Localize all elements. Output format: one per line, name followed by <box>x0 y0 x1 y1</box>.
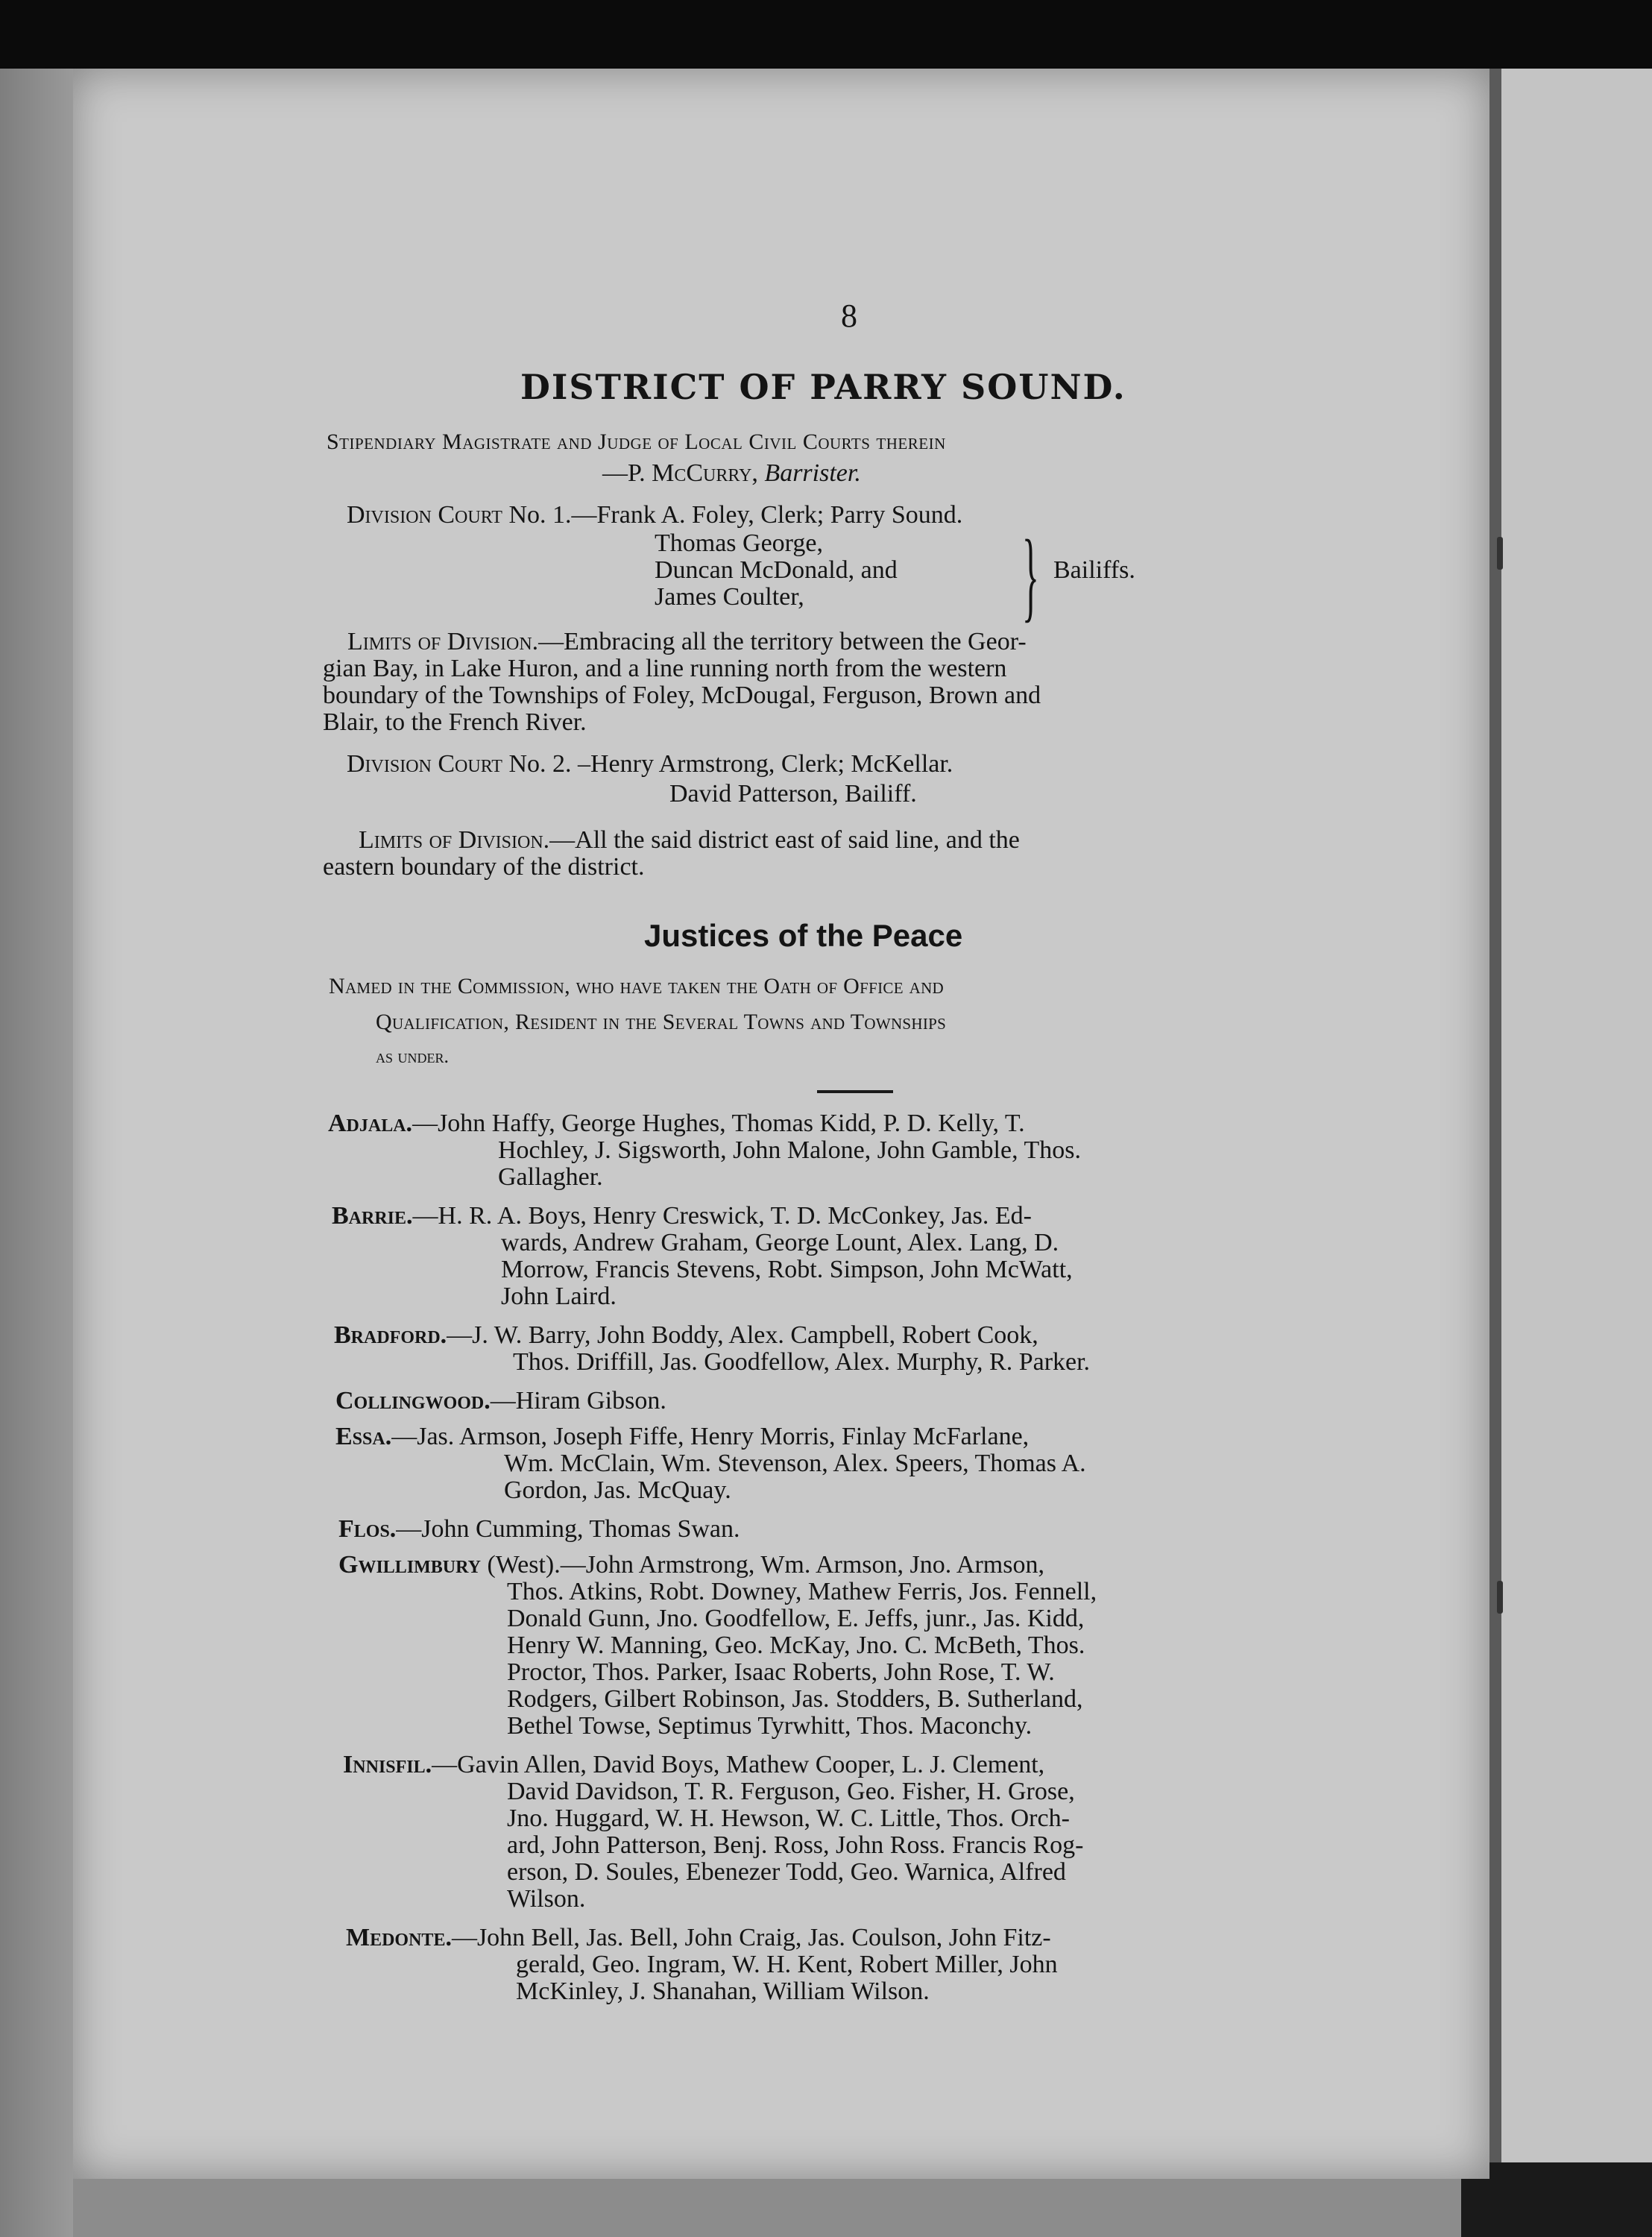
jp-names: —H. R. A. Boys, Henry Creswick, T. D. McConkey, Jas. Ed- <box>412 1202 1032 1230</box>
jp-names: —Hiram Gibson. <box>490 1387 666 1415</box>
limits-2-line: eastern boundary of the district. <box>323 853 645 881</box>
limits-1-first-line <box>347 629 1027 655</box>
scan-left-margin <box>0 69 78 2237</box>
jp-entry-first-line <box>334 1323 1038 1348</box>
jp-entry-first-line <box>338 1517 740 1542</box>
commission-line: Named in the Commission, who have taken the Oath of Office and <box>329 974 945 998</box>
jp-names-line: McKinley, J. Shanahan, William Wilson. <box>516 1978 930 2005</box>
bailiff-name: Duncan McDonald, and <box>655 556 898 584</box>
jp-entry-first-line <box>335 1424 1029 1450</box>
jp-entry-first-line <box>328 1111 1025 1136</box>
jp-names-line: Proctor, Thos. Parker, Isaac Roberts, John Rose, T. W. <box>507 1658 1055 1686</box>
jp-place: Flos. <box>338 1515 397 1543</box>
bailiff-name: Thomas George, <box>655 529 823 557</box>
jp-place: Gwillimbury <box>338 1551 481 1579</box>
jp-names-line: David Davidson, T. R. Ferguson, Geo. Fisher, H. Grose, <box>507 1778 1075 1805</box>
jp-names-line: Gordon, Jas. McQuay. <box>504 1476 731 1504</box>
jp-place: Medonte. <box>346 1924 452 1951</box>
jp-names-line: Bethel Towse, Septimus Tyrwhitt, Thos. Maconchy. <box>507 1712 1032 1740</box>
jp-names: —J. W. Barry, John Boddy, Alex. Campbell, Robert Cook, <box>447 1321 1038 1349</box>
binding-stitch-mark <box>1497 1581 1503 1614</box>
jp-names-line: ard, John Patterson, Benj. Ross, John Ross. Francis Rog- <box>507 1831 1084 1859</box>
division-court-2 <box>347 752 953 777</box>
stipendiary-name: —P. McCurry, <box>602 459 765 487</box>
bailiffs-label: Bailiffs. <box>1053 556 1135 584</box>
jp-names-line: gerald, Geo. Ingram, W. H. Kent, Robert Miller, John <box>516 1951 1058 1978</box>
limits-1-label: Limits of Division. <box>347 628 539 655</box>
jp-entry-first-line <box>346 1925 1051 1951</box>
jp-names: —Jas. Armson, Joseph Fiffe, Henry Morris, Finlay McFarlane, <box>391 1423 1030 1450</box>
jp-place: Bradford. <box>334 1321 447 1349</box>
jp-names-line: Thos. Driffill, Jas. Goodfellow, Alex. Murphy, R. Parker. <box>513 1348 1091 1376</box>
division-court-1 <box>347 503 962 528</box>
binding-stitch-mark <box>1497 537 1503 570</box>
document-page <box>73 69 1489 2179</box>
division-court-2-label: Division Court <box>347 750 502 778</box>
bailiff-name: James Coulter, <box>655 583 804 611</box>
limits-1-line: Blair, to the French River. <box>323 708 587 736</box>
jp-entry-first-line <box>335 1388 666 1414</box>
limits-2-text: —All the said district east of said line, and the <box>549 826 1020 854</box>
jp-names-line: erson, D. Soules, Ebenezer Todd, Geo. Warnica, Alfred <box>507 1858 1066 1886</box>
division-court-2-text: No. 2. –Henry Armstrong, Clerk; McKellar. <box>508 750 953 778</box>
jp-names-line: Hochley, J. Sigsworth, John Malone, John Gamble, Thos. <box>498 1136 1081 1164</box>
jp-names-line: Wilson. <box>507 1885 586 1913</box>
jp-place: Essa. <box>335 1423 392 1450</box>
jp-names-line: Wm. McClain, Wm. Stevenson, Alex. Speers, Thomas A. <box>504 1450 1086 1477</box>
commission-line: as under. <box>376 1045 450 1067</box>
jp-names-line: Donald Gunn, Jno. Goodfellow, E. Jeffs, junr., Jas. Kidd, <box>507 1605 1085 1632</box>
jp-names-line: Thos. Atkins, Robt. Downey, Mathew Ferris, Jos. Fennell, <box>507 1578 1097 1605</box>
limits-2-label: Limits of Division. <box>359 826 550 854</box>
scan-bottom-corner <box>1461 2162 1652 2237</box>
division-court-1-label: Division Court <box>347 501 502 529</box>
scan-top-border <box>0 0 1652 69</box>
jp-names-line: Henry W. Manning, Geo. McKay, Jno. C. McBeth, Thos. <box>507 1632 1085 1659</box>
limits-1-text: —Embracing all the territory between the Geor- <box>538 628 1027 655</box>
jp-place: Barrie. <box>332 1202 413 1230</box>
jp-names-line: wards, Andrew Graham, George Lount, Alex. Lang, D. <box>501 1229 1059 1256</box>
jp-entry-first-line <box>343 1752 1044 1778</box>
justices-heading: Justices of the Peace <box>644 918 963 953</box>
limits-1-line: gian Bay, in Lake Huron, and a line running north from the western <box>323 655 1007 682</box>
jp-names-line: Morrow, Francis Stevens, Robt. Simpson, John McWatt, <box>501 1256 1073 1283</box>
stipendiary-line-1: Stipendiary Magistrate and Judge of Local Civil Courts therein <box>327 430 946 454</box>
jp-names-line: Jno. Huggard, W. H. Hewson, W. C. Little, Thos. Orch- <box>507 1805 1070 1832</box>
jp-names: —John Haffy, George Hughes, Thomas Kidd, P. D. Kelly, T. <box>412 1110 1025 1137</box>
division-court-2-bailiff: David Patterson, Bailiff. <box>669 780 917 808</box>
jp-names-line: Gallagher. <box>498 1163 603 1191</box>
stipendiary-title: Barrister. <box>764 459 861 487</box>
jp-names: —John Cumming, Thomas Swan. <box>396 1515 740 1543</box>
limits-1-line: boundary of the Townships of Foley, McDougal, Ferguson, Brown and <box>323 682 1041 709</box>
district-title: DISTRICT OF PARRY SOUND. <box>520 367 1126 407</box>
commission-line: Qualification, Resident in the Several Towns and Townships <box>376 1010 947 1034</box>
section-divider <box>817 1090 893 1093</box>
jp-place: Collingwood. <box>335 1387 491 1415</box>
jp-names-line: John Laird. <box>501 1283 617 1310</box>
jp-names-line: Rodgers, Gilbert Robinson, Jas. Stodders, B. Sutherland, <box>507 1685 1083 1713</box>
jp-entry-first-line <box>338 1552 1044 1578</box>
jp-names: —John Bell, Jas. Bell, John Craig, Jas. Coulson, John Fitz- <box>451 1924 1051 1951</box>
jp-names: —Gavin Allen, David Boys, Mathew Cooper, L. J. Clement, <box>432 1751 1045 1778</box>
facing-page-edge <box>1501 69 1652 2237</box>
division-court-1-text: No. 1.—Frank A. Foley, Clerk; Parry Sound. <box>508 501 963 529</box>
brace-glyph: } <box>1022 520 1039 632</box>
stipendiary-line-2 <box>602 461 861 486</box>
jp-names: (West).—John Armstrong, Wm. Armson, Jno. Armson, <box>480 1551 1044 1579</box>
limits-2-first-line <box>359 828 1020 853</box>
jp-entry-first-line <box>332 1204 1032 1229</box>
jp-place: Adjala. <box>328 1110 413 1137</box>
jp-place: Innisfil. <box>343 1751 432 1778</box>
page-number: 8 <box>841 298 857 334</box>
